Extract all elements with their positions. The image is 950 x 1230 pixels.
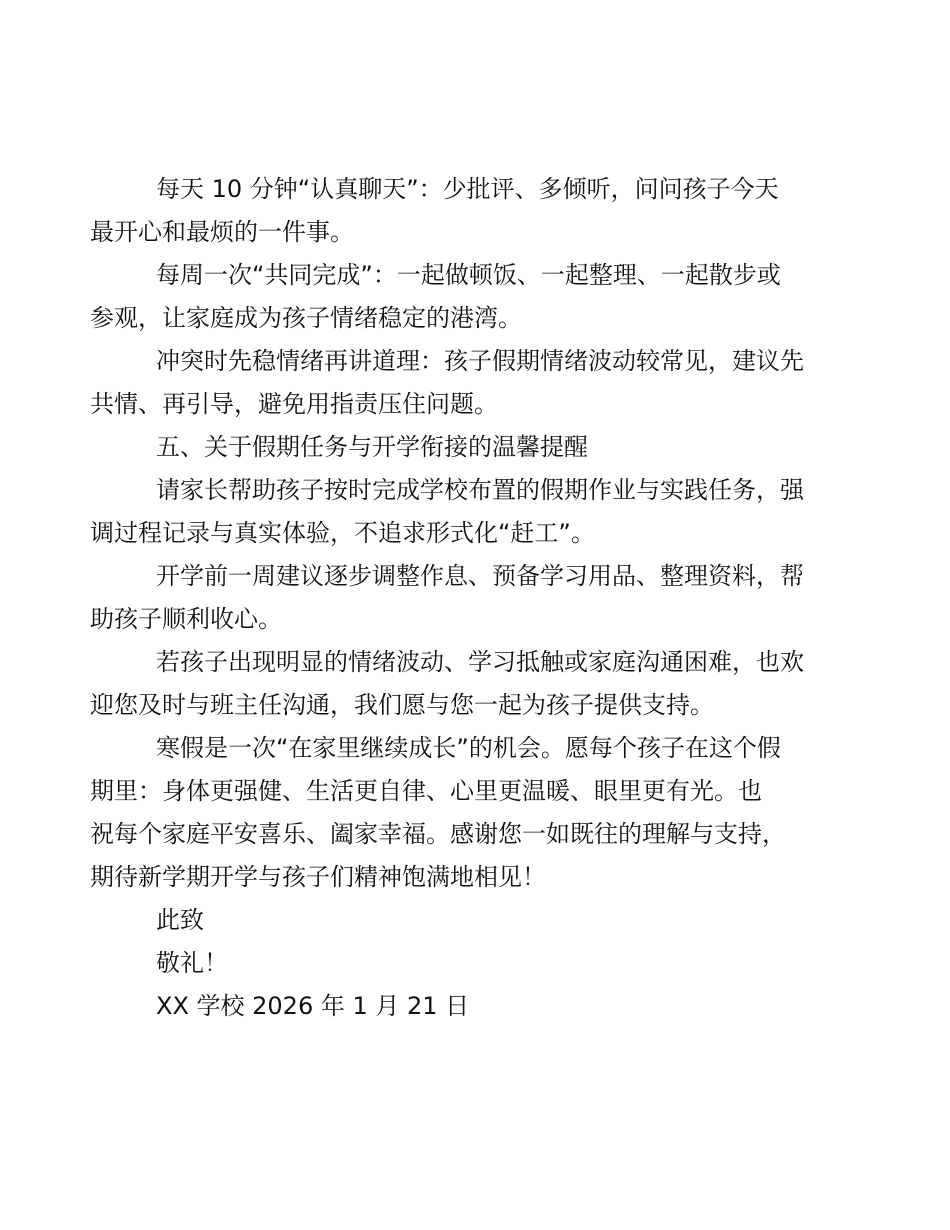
text-line: 调过程记录与真实体验，不追求形式化“赶工”。 xyxy=(90,519,595,547)
salutation-jingli xyxy=(123,942,843,985)
text-line: 最开心和最烦的一件事。 xyxy=(90,218,354,246)
text-line: 期待新学期开学与孩子们精神饱满地相见！ xyxy=(90,863,546,891)
paragraph-daily-chat xyxy=(90,168,843,254)
text-line: 助孩子顺利收心。 xyxy=(90,605,282,633)
letter-body xyxy=(90,168,843,1028)
text-line: 寒假是一次“在家里继续成长”的机会。愿每个孩子在这个假 xyxy=(156,734,781,762)
signature-date xyxy=(123,985,843,1028)
salutation-cizhi xyxy=(123,899,843,942)
text-line: 敬礼！ xyxy=(156,949,228,977)
text-line: 若孩子出现明显的情绪波动、学习抵触或家庭沟通困难，也欢 xyxy=(156,648,804,676)
section-heading-5 xyxy=(123,426,843,469)
text-line: 期里：身体更强健、生活更自律、心里更温暖、眼里更有光。也 xyxy=(90,777,762,805)
paragraph-contact-teacher xyxy=(90,641,843,727)
text-line: 祝每个家庭平安喜乐、阖家幸福。感谢您一如既往的理解与支持， xyxy=(90,820,786,848)
text-line: 此致 xyxy=(156,906,204,934)
paragraph-closing-wishes xyxy=(90,727,843,899)
paragraph-weekly-together xyxy=(90,254,843,340)
paragraph-conflict-advice xyxy=(90,340,843,426)
text-line: XX 学校 2026 年 1 月 21 日 xyxy=(156,992,470,1020)
text-line: 每周一次“共同完成”：一起做顿饭、一起整理、一起散步或 xyxy=(156,261,781,289)
text-line: 共情、再引导，避免用指责压住问题。 xyxy=(90,390,498,418)
text-line: 迎您及时与班主任沟通，我们愿与您一起为孩子提供支持。 xyxy=(90,691,714,719)
text-line: 冲突时先稳情绪再讲道理：孩子假期情绪波动较常见，建议先 xyxy=(156,347,804,375)
text-line: 每天 10 分钟“认真聊天”：少批评、多倾听，问问孩子今天 xyxy=(156,175,779,203)
text-line: 请家长帮助孩子按时完成学校布置的假期作业与实践任务，强 xyxy=(156,476,804,504)
text-line: 参观，让家庭成为孩子情绪稳定的港湾。 xyxy=(90,304,522,332)
paragraph-pre-school-week xyxy=(90,555,843,641)
paragraph-homework xyxy=(90,469,843,555)
text-line: 五、关于假期任务与开学衔接的温馨提醒 xyxy=(156,433,588,461)
text-line: 开学前一周建议逐步调整作息、预备学习用品、整理资料，帮 xyxy=(156,562,804,590)
